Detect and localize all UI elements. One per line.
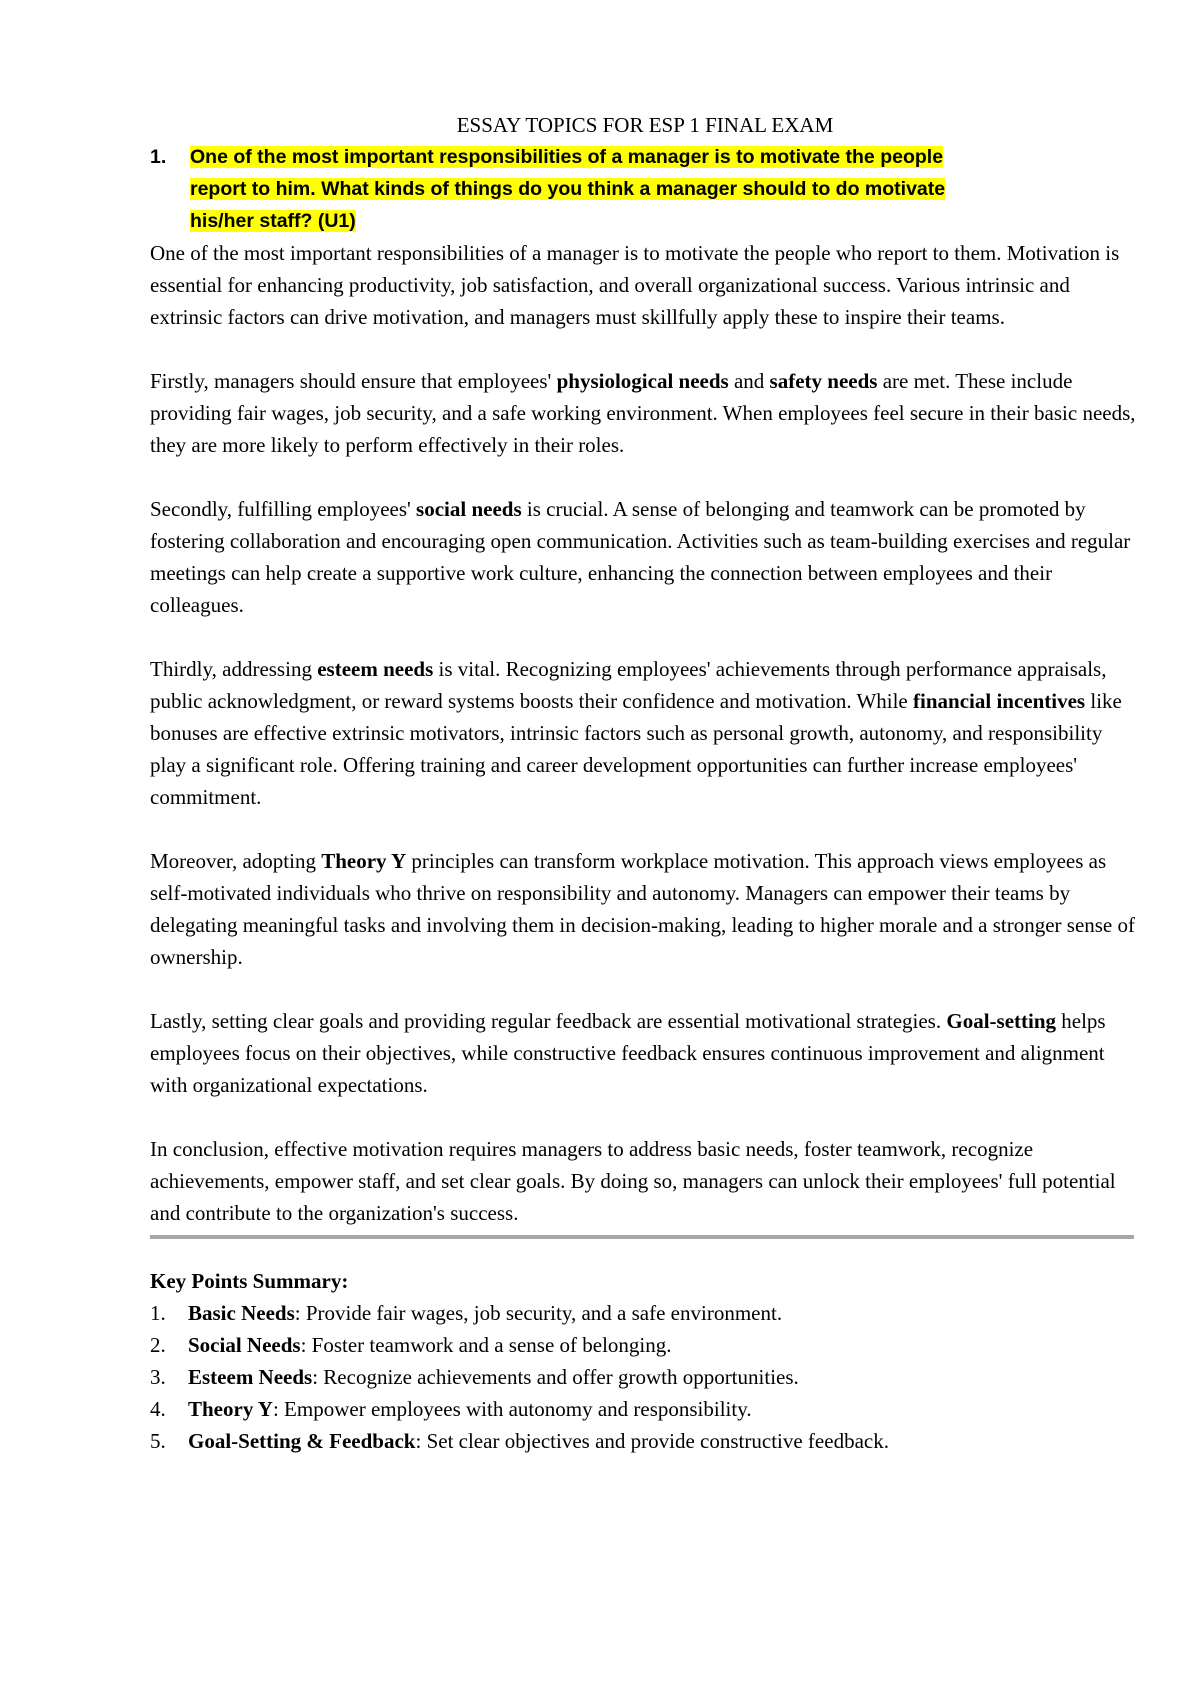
essay-body (150, 237, 1140, 1229)
question-line-1: One of the most important responsibilities of a manager is to motivate the people (190, 146, 944, 168)
term-financial-incentives: financial incentives (913, 689, 1086, 713)
paragraph-social-needs: Secondly, fulfilling employees' social needs is crucial. A sense of belonging and teamwork can be promoted by fostering collaboration and encouraging open communication. Activities such as team-building exercises and regular meetings can help create a supportive work culture, enhancing the connection between employees and their colleagues. (150, 497, 1131, 617)
list-item: 3. Esteem Needs: Recognize achievements and offer growth opportunities. (150, 1365, 799, 1389)
question-number: 1. (150, 146, 167, 168)
term-esteem-needs: esteem needs (317, 657, 434, 681)
term-goal-setting: Goal-setting (946, 1009, 1057, 1033)
question-line-2: report to him. What kinds of things do you think a manager should to do motivate (190, 178, 946, 200)
paragraph-theory-y: Moreover, adopting Theory Y principles can transform workplace motivation. This approach views employees as self-motivated individuals who thrive on responsibility and autonomy. Managers can empower their teams by delegating meaningful tasks and involving them in decision-making, leading to higher morale and a stronger sense of ownership. (150, 849, 1136, 969)
paragraph-introduction: One of the most important responsibilities of a manager is to motivate the people who report to them. Motivation is essential for enhancing productivity, job satisfaction, and overall organizational success. Various intrinsic and extrinsic factors can drive motivation, and managers must skillfully apply these to inspire their teams. (150, 241, 1120, 329)
list-item: 4. Theory Y: Empower employees with autonomy and responsibility. (150, 1397, 752, 1421)
term-theory-y: Theory Y (321, 849, 407, 873)
paragraph-esteem-needs: Thirdly, addressing esteem needs is vital. Recognizing employees' achievements through performance appraisals, public acknowledgment, or reward systems boosts their confidence and motivation. While financial incentives like bonuses are effective extrinsic motivators, intrinsic factors such as personal growth, autonomy, and responsibility play a significant role. Offering training and career development opportunities can further increase employees' commitment. (150, 657, 1122, 809)
document-title: ESSAY TOPICS FOR ESP 1 FINAL EXAM (456, 113, 834, 137)
question-line-3: his/her staff? (U1) (190, 210, 356, 232)
term-safety-needs: safety needs (769, 369, 878, 393)
term-physiological-needs: physiological needs (556, 369, 729, 393)
horizontal-divider (150, 1235, 1134, 1239)
term-social-needs: social needs (416, 497, 522, 521)
paragraph-basic-needs: Firstly, managers should ensure that employees' physiological needs and safety needs are met. These include providing fair wages, job security, and a safe working environment. When employees feel secure in their basic needs, they are more likely to perform effectively in their roles. (150, 369, 1136, 457)
paragraph-goal-setting: Lastly, setting clear goals and providing regular feedback are essential motivational strategies. Goal-setting helps employees focus on their objectives, while constructive feedback ensures continuous improvement and alignment with organizational expectations. (150, 1009, 1106, 1097)
list-item: 5. Goal-Setting & Feedback: Set clear objectives and provide constructive feedback. (150, 1429, 889, 1453)
summary-list (150, 1297, 1140, 1457)
summary-title: Key Points Summary: (150, 1269, 349, 1293)
list-item: 2. Social Needs: Foster teamwork and a sense of belonging. (150, 1333, 672, 1357)
paragraph-conclusion: In conclusion, effective motivation requires managers to address basic needs, foster teamwork, recognize achievements, empower staff, and set clear goals. By doing so, managers can unlock their employees' full potential and contribute to the organization's success. (150, 1137, 1116, 1225)
list-item: 1. Basic Needs: Provide fair wages, job security, and a safe environment. (150, 1301, 783, 1325)
essay-question (150, 141, 1140, 237)
